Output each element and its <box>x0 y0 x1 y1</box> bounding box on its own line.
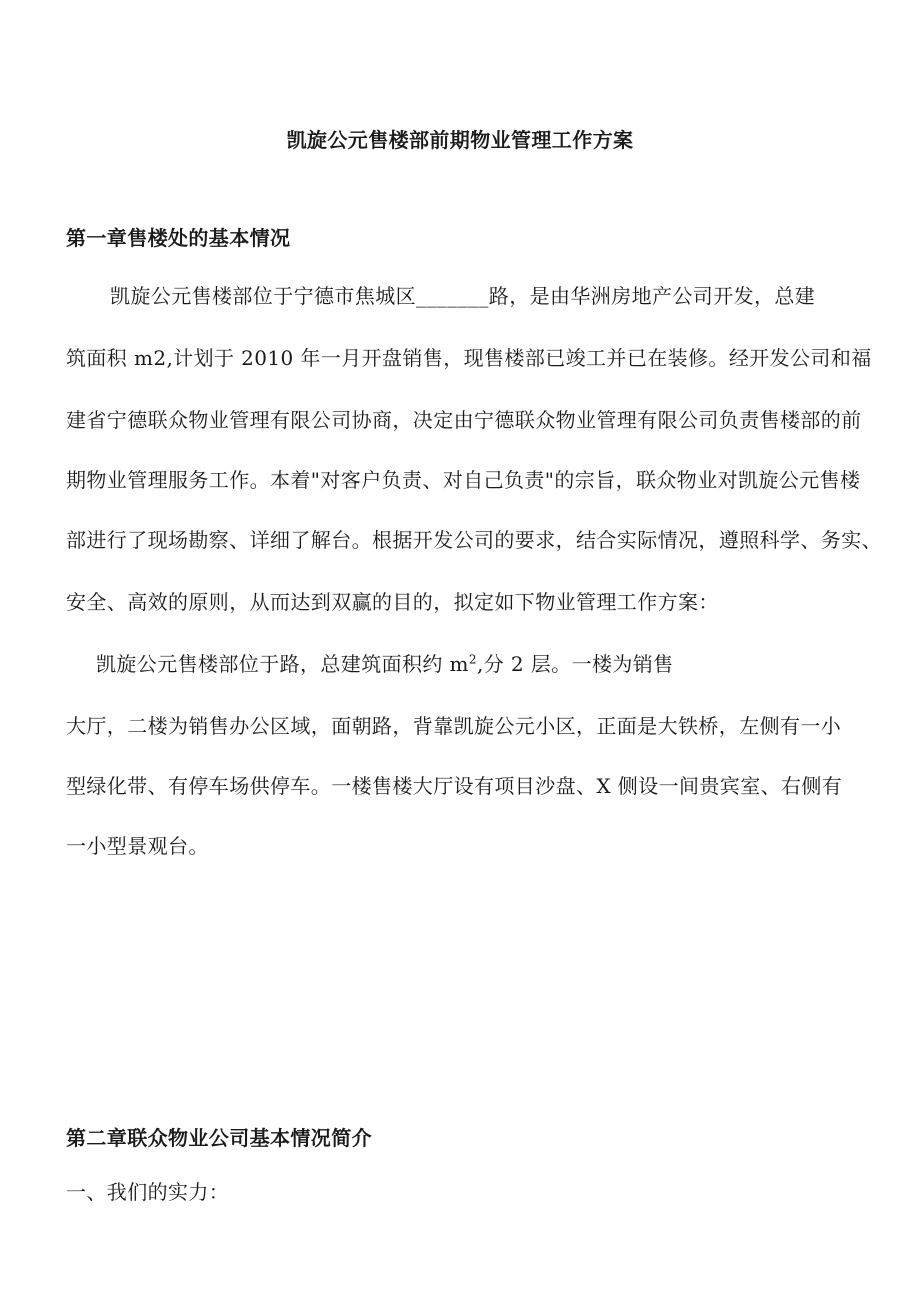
paragraph-line: 建省宁德联众物业管理有限公司协商，决定由宁德联众物业管理有限公司负责售楼部的前 <box>66 408 862 432</box>
paragraph-line: 一小型景观台。 <box>66 834 209 858</box>
paragraph-text: ,分 2 层。一楼为销售 <box>476 652 674 676</box>
section-heading: 一、我们的实力： <box>66 1180 230 1204</box>
chapter-1-heading: 第一章售楼处的基本情况 <box>66 226 291 250</box>
paragraph-line: 凯旋公元售楼部位于宁德市焦城区_______路，是由华洲房地产公司开发，总建 <box>110 284 816 308</box>
paragraph-text: 凯旋公元售楼部位于路，总建筑面积约 m <box>96 652 469 676</box>
paragraph-line: 安全、高效的原则，从而达到双赢的目的，拟定如下物业管理工作方案： <box>66 590 719 614</box>
paragraph-line: 期物业管理服务工作。本着"对客户负责、对自己负责"的宗旨，联众物业对凯旋公元售楼 <box>66 468 861 492</box>
paragraph-line <box>96 654 674 674</box>
paragraph-line: 部进行了现场勘察、详细了解台。根据开发公司的要求，结合实际情况，遵照科学、务实、 <box>66 528 882 552</box>
paragraph-line: 型绿化带、有停车场供停车。一楼售楼大厅设有项目沙盘、X 侧设一间贵宾室、右侧有 <box>66 774 843 798</box>
paragraph-line: 大厅，二楼为销售办公区域，面朝路，背靠凯旋公元小区，正面是大铁桥，左侧有一小 <box>66 714 842 738</box>
superscript: 2 <box>468 652 477 667</box>
chapter-2-heading: 第二章联众物业公司基本情况简介 <box>66 1126 372 1150</box>
paragraph-line: 筑面积 m2,计划于 2010 年一月开盘销售，现售楼部已竣工并已在装修。经开发公司和福 <box>66 346 872 370</box>
document-title: 凯旋公元售楼部前期物业管理工作方案 <box>286 128 634 152</box>
